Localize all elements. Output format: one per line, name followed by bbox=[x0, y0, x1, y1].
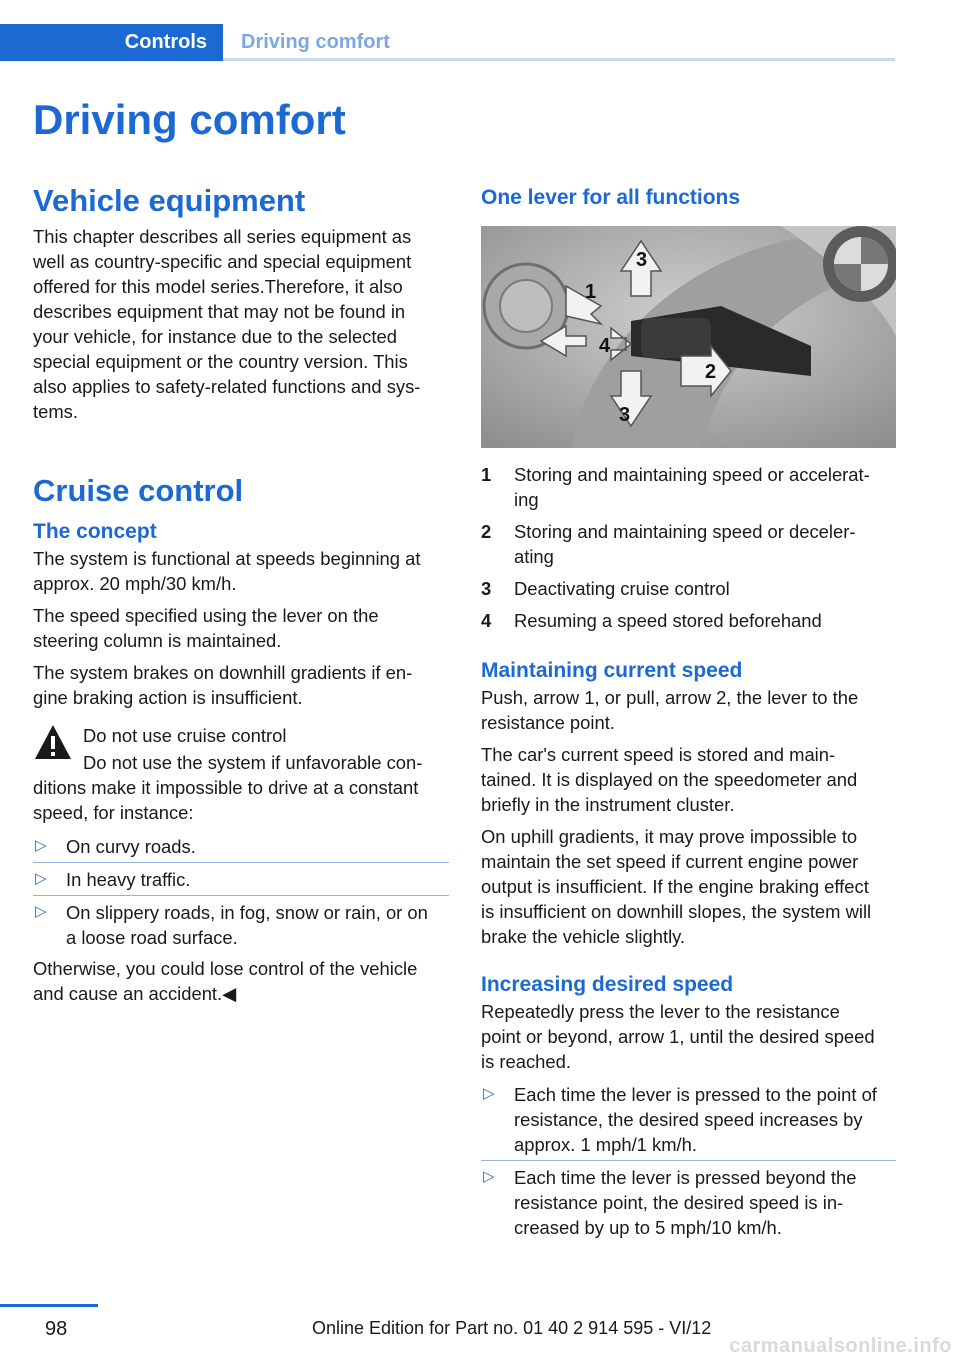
concept-paragraph-1 bbox=[33, 546, 449, 596]
legend-number: 2 bbox=[481, 521, 492, 542]
text-line: On uphill gradients, it may prove impossible to bbox=[481, 826, 858, 847]
bullet-arrow-icon: ▷ bbox=[35, 837, 47, 854]
text-line: The system brakes on downhill gradients if en- bbox=[33, 662, 413, 683]
text-line: Storing and maintaining speed or deceler- bbox=[514, 521, 856, 542]
text-line: is insufficient on downhill slopes, the system will bbox=[481, 901, 872, 922]
legend-number: 4 bbox=[481, 610, 492, 631]
text-line: steering column is maintained. bbox=[33, 630, 282, 651]
text-line: In heavy traffic. bbox=[66, 869, 191, 890]
text-line: tained. It is displayed on the speedometer and bbox=[481, 769, 858, 790]
text-line: creased by up to 5 mph/10 km/h. bbox=[514, 1217, 782, 1238]
concept-heading: The concept bbox=[33, 520, 157, 543]
text-line: well as country-specific and special equipment bbox=[33, 251, 412, 272]
text-line: approx. 20 mph/30 km/h. bbox=[33, 573, 237, 594]
svg-text:3: 3 bbox=[636, 249, 648, 271]
subsection-label: Driving comfort bbox=[241, 31, 390, 53]
bullet-arrow-icon: ▷ bbox=[483, 1168, 495, 1185]
page-header bbox=[0, 24, 895, 61]
steering-column-lever-photo bbox=[481, 226, 896, 448]
vehicle-equipment-heading: Vehicle equipment bbox=[33, 183, 306, 218]
list-item bbox=[481, 1078, 896, 1160]
text-line: special equipment or the country version. This bbox=[33, 351, 408, 372]
text-line: Repeatedly press the lever to the resistance bbox=[481, 1001, 840, 1022]
maintaining-paragraph-3 bbox=[481, 824, 896, 949]
text-line: Each time the lever is pressed beyond the bbox=[514, 1167, 857, 1188]
footer-rule bbox=[0, 1304, 98, 1307]
text-line: This chapter describes all series equipment as bbox=[33, 226, 412, 247]
warning-triangle-icon bbox=[33, 723, 73, 761]
list-item bbox=[481, 608, 896, 633]
cruise-control-heading: Cruise control bbox=[33, 473, 244, 508]
left-column bbox=[33, 180, 449, 1006]
text-line: tems. bbox=[33, 401, 78, 422]
text-line: Deactivating cruise control bbox=[514, 578, 730, 599]
list-item bbox=[481, 576, 896, 601]
text-line: Push, arrow 1, or pull, arrow 2, the lever to the bbox=[481, 687, 859, 708]
legend-number: 3 bbox=[481, 578, 492, 599]
maintaining-paragraph-2 bbox=[481, 742, 896, 817]
maintaining-speed-heading: Maintaining current speed bbox=[481, 659, 743, 682]
svg-text:4: 4 bbox=[599, 335, 611, 357]
chapter-title: Driving comfort bbox=[33, 96, 346, 143]
text-line: your vehicle, for instance due to the selected bbox=[33, 326, 397, 347]
list-item bbox=[33, 862, 449, 895]
right-column bbox=[481, 180, 896, 1243]
text-line: maintain the set speed if current engine power bbox=[481, 851, 859, 872]
maintaining-paragraph-1 bbox=[481, 685, 896, 735]
svg-text:2: 2 bbox=[705, 361, 717, 383]
text-line: is reached. bbox=[481, 1051, 571, 1072]
text-line: resistance point. bbox=[481, 712, 615, 733]
text-line: The car's current speed is stored and main- bbox=[481, 744, 836, 765]
lever-legend bbox=[481, 462, 896, 633]
increasing-paragraph-1 bbox=[481, 999, 896, 1074]
increasing-speed-heading: Increasing desired speed bbox=[481, 973, 734, 996]
page-number: 98 bbox=[45, 1318, 68, 1340]
text-line: gine braking action is insufficient. bbox=[33, 687, 303, 708]
list-item bbox=[481, 519, 896, 569]
list-item bbox=[33, 895, 449, 953]
svg-text:3: 3 bbox=[619, 404, 631, 426]
text-line: a loose road surface. bbox=[66, 927, 238, 948]
text-line: ditions make it impossible to drive at a constant bbox=[33, 777, 419, 798]
bullet-arrow-icon: ▷ bbox=[35, 870, 47, 887]
text-line: and cause an accident.◀ bbox=[33, 983, 237, 1004]
vehicle-equipment-text bbox=[33, 224, 449, 424]
text-line: Storing and maintaining speed or accelerat- bbox=[514, 464, 870, 485]
list-item bbox=[33, 830, 449, 862]
section-label: Controls bbox=[124, 31, 207, 53]
text-line: ating bbox=[514, 546, 554, 567]
text-line: Otherwise, you could lose control of the vehicle bbox=[33, 958, 418, 979]
text-line: speed, for instance: bbox=[33, 802, 194, 823]
text-line: resistance point, the desired speed is in- bbox=[514, 1192, 844, 1213]
text-line: Resuming a speed stored beforehand bbox=[514, 610, 822, 631]
lever-heading: One lever for all functions bbox=[481, 186, 741, 209]
text-line: offered for this model series.Therefore, it also bbox=[33, 276, 403, 297]
text-line: On curvy roads. bbox=[66, 836, 196, 857]
legend-number: 1 bbox=[481, 464, 492, 485]
text-line: Each time the lever is pressed to the point of bbox=[514, 1084, 877, 1105]
bullet-arrow-icon: ▷ bbox=[483, 1085, 495, 1102]
edition-note: Online Edition for Part no. 01 40 2 914 595 - VI/12 bbox=[312, 1318, 712, 1338]
text-line: also applies to safety-related functions and sys- bbox=[33, 376, 421, 397]
increasing-bullet-list bbox=[481, 1078, 896, 1243]
text-line: approx. 1 mph/1 km/h. bbox=[514, 1134, 697, 1155]
list-item bbox=[481, 462, 896, 512]
watermark: carmanualsonline.info bbox=[729, 1335, 952, 1357]
text-line: output is insufficient. If the engine braking effect bbox=[481, 876, 869, 897]
text-line: ing bbox=[514, 489, 539, 510]
text-line: The system is functional at speeds beginning at bbox=[33, 548, 421, 569]
section-tab bbox=[0, 24, 223, 61]
warning-bullet-list bbox=[33, 830, 449, 953]
concept-paragraph-3 bbox=[33, 660, 449, 710]
warning-title: Do not use cruise control bbox=[83, 725, 287, 746]
text-line: describes equipment that may not be found in bbox=[33, 301, 406, 322]
text-line: On slippery roads, in fog, snow or rain, or on bbox=[66, 902, 428, 923]
header-rule bbox=[223, 58, 895, 61]
bullet-arrow-icon: ▷ bbox=[35, 903, 47, 920]
text-line: point or beyond, arrow 1, until the desired speed bbox=[481, 1026, 875, 1047]
warning-block bbox=[33, 723, 449, 775]
warning-text-line: Do not use the system if unfavorable con- bbox=[83, 752, 423, 773]
warning-closing bbox=[33, 956, 449, 1006]
concept-paragraph-2 bbox=[33, 603, 449, 653]
lever-illustration-icon bbox=[481, 226, 896, 448]
text-line: resistance, the desired speed increases by bbox=[514, 1109, 863, 1130]
list-item bbox=[481, 1160, 896, 1243]
text-line: The speed specified using the lever on the bbox=[33, 605, 379, 626]
text-line: briefly in the instrument cluster. bbox=[481, 794, 735, 815]
warning-continuation bbox=[33, 775, 449, 825]
svg-text:1: 1 bbox=[585, 281, 597, 303]
text-line: brake the vehicle slightly. bbox=[481, 926, 686, 947]
